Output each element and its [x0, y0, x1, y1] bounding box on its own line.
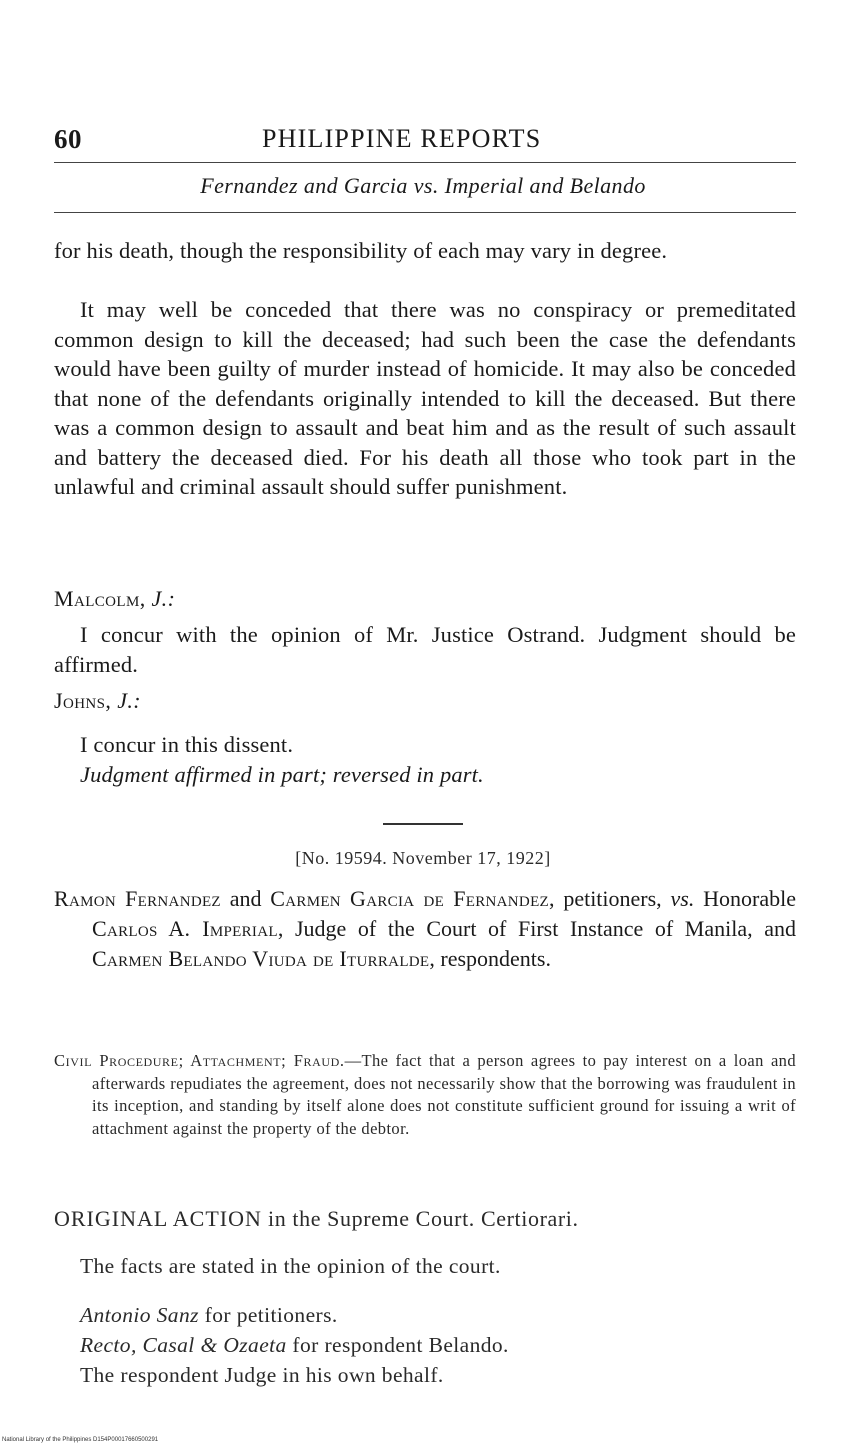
- scan-credit: National Library of the Philippines D154P00017660500291: [2, 1437, 159, 1443]
- counsel-judge: The respondent Judge in his own behalf.: [80, 1363, 444, 1387]
- judge-johns-name: Johns,: [54, 688, 112, 713]
- original-action: [54, 1206, 796, 1232]
- judge-johns-heading: [54, 688, 141, 714]
- malcolm-concurrence: I concur with the opinion of Mr. Justice Ostrand. Judgment should be affirmed.: [54, 622, 796, 677]
- page-number: 60: [54, 124, 82, 154]
- party-role: , petitioners,: [549, 886, 671, 911]
- original-action-heading: ORIGINAL ACTION: [54, 1206, 262, 1231]
- party-name: Carlos A. Imperial: [92, 916, 278, 941]
- facts-statement: The facts are stated in the opinion of the court.: [80, 1254, 501, 1278]
- paragraph-continued: for his death, though the responsibility of each may vary in degree.: [54, 238, 668, 263]
- syllabus: [54, 1050, 796, 1140]
- counsel-petitioners: [80, 1303, 796, 1328]
- section-divider: [383, 823, 463, 825]
- party-name: Carmen Belando Viuda de Iturralde: [92, 946, 430, 971]
- counsel-role: for respondent Belando.: [286, 1333, 509, 1357]
- running-head: PHILIPPINE REPORTS: [262, 124, 542, 153]
- party-name: Ramon Fernandez: [54, 886, 221, 911]
- case-parties: [54, 884, 796, 974]
- party-role: , respondents.: [429, 946, 551, 971]
- party-connector: Honorable: [694, 886, 796, 911]
- judge-johns-suffix: J.:: [117, 688, 142, 713]
- docket-number: [No. 19594. November 17, 1922]: [295, 848, 551, 868]
- counsel-name: Recto, Casal & Ozaeta: [80, 1333, 287, 1357]
- syllabus-text: —The fact that a person agrees to pay interest on a loan and afterwards repudiates the agreement, does not necessarily show that the borrowing was fraudulent in its inception, and standing by itself alone does not constitute sufficient ground for issuing a writ of attachment against the property of the debtor.: [92, 1051, 796, 1138]
- original-action-text: in the Supreme Court. Certiorari.: [261, 1206, 579, 1231]
- header-rule-bottom: [54, 212, 796, 213]
- party-role: , Judge of the Court of First Instance of Manila, and: [277, 916, 797, 941]
- party-name: Carmen Garcia de Fernandez: [270, 886, 549, 911]
- case-caption-header: Fernandez and Garcia vs. Imperial and Belando: [200, 173, 646, 198]
- judge-malcolm-suffix: J.:: [151, 586, 176, 611]
- paragraph-conceded: It may well be conceded that there was no conspiracy or premeditated common design to kill the deceased; had such been the case the defendants would have been guilty of murder instead of homicide. It may also be conceded that none of the defendants originally intended to kill the deceased. But there was a common design to assault and beat him and as the result of such assault and battery the deceased died. For his death all those who took part in the unlawful and criminal assault should suffer punishment.: [54, 297, 796, 499]
- judge-malcolm-heading: [54, 586, 175, 612]
- counsel-role: for petitioners.: [198, 1303, 338, 1327]
- versus: vs.: [670, 886, 695, 911]
- johns-concurrence: I concur in this dissent.: [80, 732, 294, 757]
- judge-malcolm-name: Malcolm,: [54, 586, 146, 611]
- counsel-respondent: [80, 1333, 796, 1358]
- counsel-name: Antonio Sanz: [80, 1303, 199, 1327]
- party-connector: and: [220, 886, 271, 911]
- judgment-line: Judgment affirmed in part; reversed in part.: [80, 762, 484, 787]
- header-rule-top: [54, 162, 796, 163]
- syllabus-heading: Civil Procedure; Attachment; Fraud.: [54, 1051, 345, 1070]
